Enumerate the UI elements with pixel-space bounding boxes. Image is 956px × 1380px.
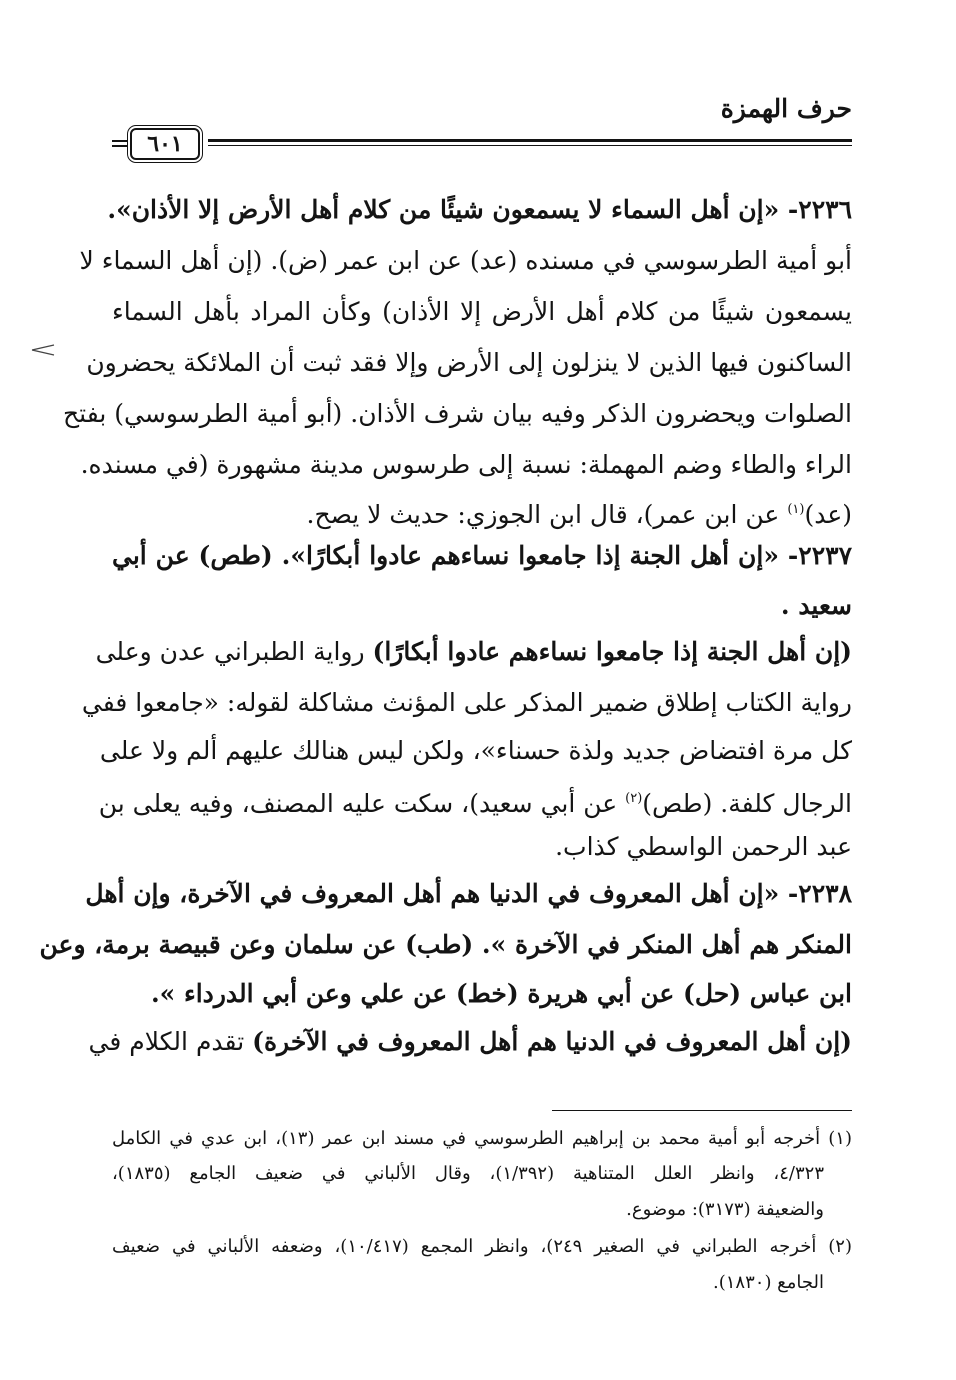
body-line [81,687,852,719]
commentary-text: الصلوات ويحضرون الذكر وفيه بيان شرف الأذان. (أبو أمية الطرسوسي) بفتح [63,399,852,428]
commentary-text: الرجال كلفة. (طص) [642,789,852,818]
body-line [88,1026,852,1058]
body-line [98,783,852,820]
body-line [112,540,852,572]
commentary-text: أبو أمية الطرسوسي في مسنده (عد) عن ابن عمر (ض). (إن أهل السماء لا [79,246,852,275]
footnote-line: الجامع (١٨٣٠). [713,1272,824,1293]
body-line [112,831,852,863]
rule-stub [112,140,128,147]
commentary-text: الراء والطاء وضم المهملة: نسبة إلى طرسوس مدينة مشهورة (في مسنده. [80,450,852,479]
body-line [63,398,852,430]
footnote-ref: (١) [787,502,805,517]
page-number: ٦٠١ [130,128,200,160]
hadith-text: ٢٢٣٨- «إن أهل المعروف في الدنيا هم أهل المعروف في الآخرة، وإن أهل [85,879,852,908]
commentary-text: عبد الرحمن الواسطي كذاب. [555,832,852,861]
rule-line [208,139,852,146]
chapter-title: حرف الهمزة [720,94,852,123]
body-line [112,494,852,531]
body-line [85,878,852,910]
hadith-text: سعيد . [780,591,852,620]
commentary-text: تقدم الكلام في [88,1027,253,1056]
footnote-ref: (٢) [625,791,643,806]
footnote-separator [552,1110,852,1111]
body-line [112,978,852,1010]
commentary-text: رواية الطبراني عدن وعلى [95,637,373,666]
hadith-text: (إن أهل المعروف في الدنيا هم أهل المعروف في الآخرة) [252,1027,852,1056]
commentary-text: (عد) [804,500,852,529]
body-line [80,449,852,481]
header-rule [112,131,852,158]
body-line [39,929,852,961]
footnote-line: ٤/٣٢٣، وانظر العلل المتناهية (١/٣٩٢)، وقال الألباني في ضعيف الجامع (١٨٣٥)، [112,1163,824,1184]
commentary-text: عن ابن عمر)، قال ابن الجوزي: حديث لا يصح. [306,500,788,529]
footnote-line: (٢) أخرجه الطبراني في الصغير ٢٤٩)، وانظر المجمع (١٠/٤١٧)، وضعفه الألباني في ضعيف [112,1236,852,1257]
hadith-text: المنكر هم أهل المنكر في الآخرة ». (طب) عن سلمان وعن قبيصة برمة، وعن [39,930,852,959]
hadith-text: (إن أهل الجنة إذا جامعوا نساءهم عادوا أبكارًا) [372,637,852,666]
body-line [112,590,852,622]
commentary-text: كل مرة افتضاض جديد ولذة حسناء»، ولكن ليس هنالك عليهم ألم ولا على [99,736,852,765]
margin-mark-icon [30,342,60,358]
footnote-line: (١) أخرجه أبو أمية محمد بن إبراهيم الطرسوسي في مسند ابن عمر (١٣)، ابن عدي في الكامل [112,1128,852,1149]
hadith-text: ٢٢٣٦- «إن أهل السماء لا يسمعون شيئًا من كلام أهل الأرض إلا الأذان». [107,195,852,224]
footnote-line: والضعيفة (٣١٧٣): موضوع. [626,1199,824,1220]
hadith-text: ابن عباس (حل) عن أبي هريرة (خط) عن علي وعن أبي الدرداء ». [150,979,852,1008]
commentary-text: رواية الكتاب إطلاق ضمير المذكر على المؤنث مشاكلة لقوله: «جامعوا ففي [81,688,852,717]
body-line [95,636,852,668]
body-line [112,296,852,328]
double-rule [112,136,852,150]
commentary-text: يسمعون شيئًا من كلام أهل الأرض إلا الأذان) وكأن المراد بأهل السماء [112,297,852,326]
body-line [107,194,852,226]
hadith-text: ٢٢٣٧- «إن أهل الجنة إذا جامعوا نساءهم عادوا أبكارًا». (طص) عن أبي [112,541,852,570]
commentary-text: الساكنون فيها الذين لا ينزلون إلى الأرض وإلا فقد ثبت أن الملائكة يحضرون [86,348,852,377]
commentary-text: عن أبي سعيد)، سكت عليه المصنف، وفيه يعلى بن [98,789,626,818]
body-line [99,735,852,767]
body-line [86,347,852,379]
body-line [79,245,852,277]
